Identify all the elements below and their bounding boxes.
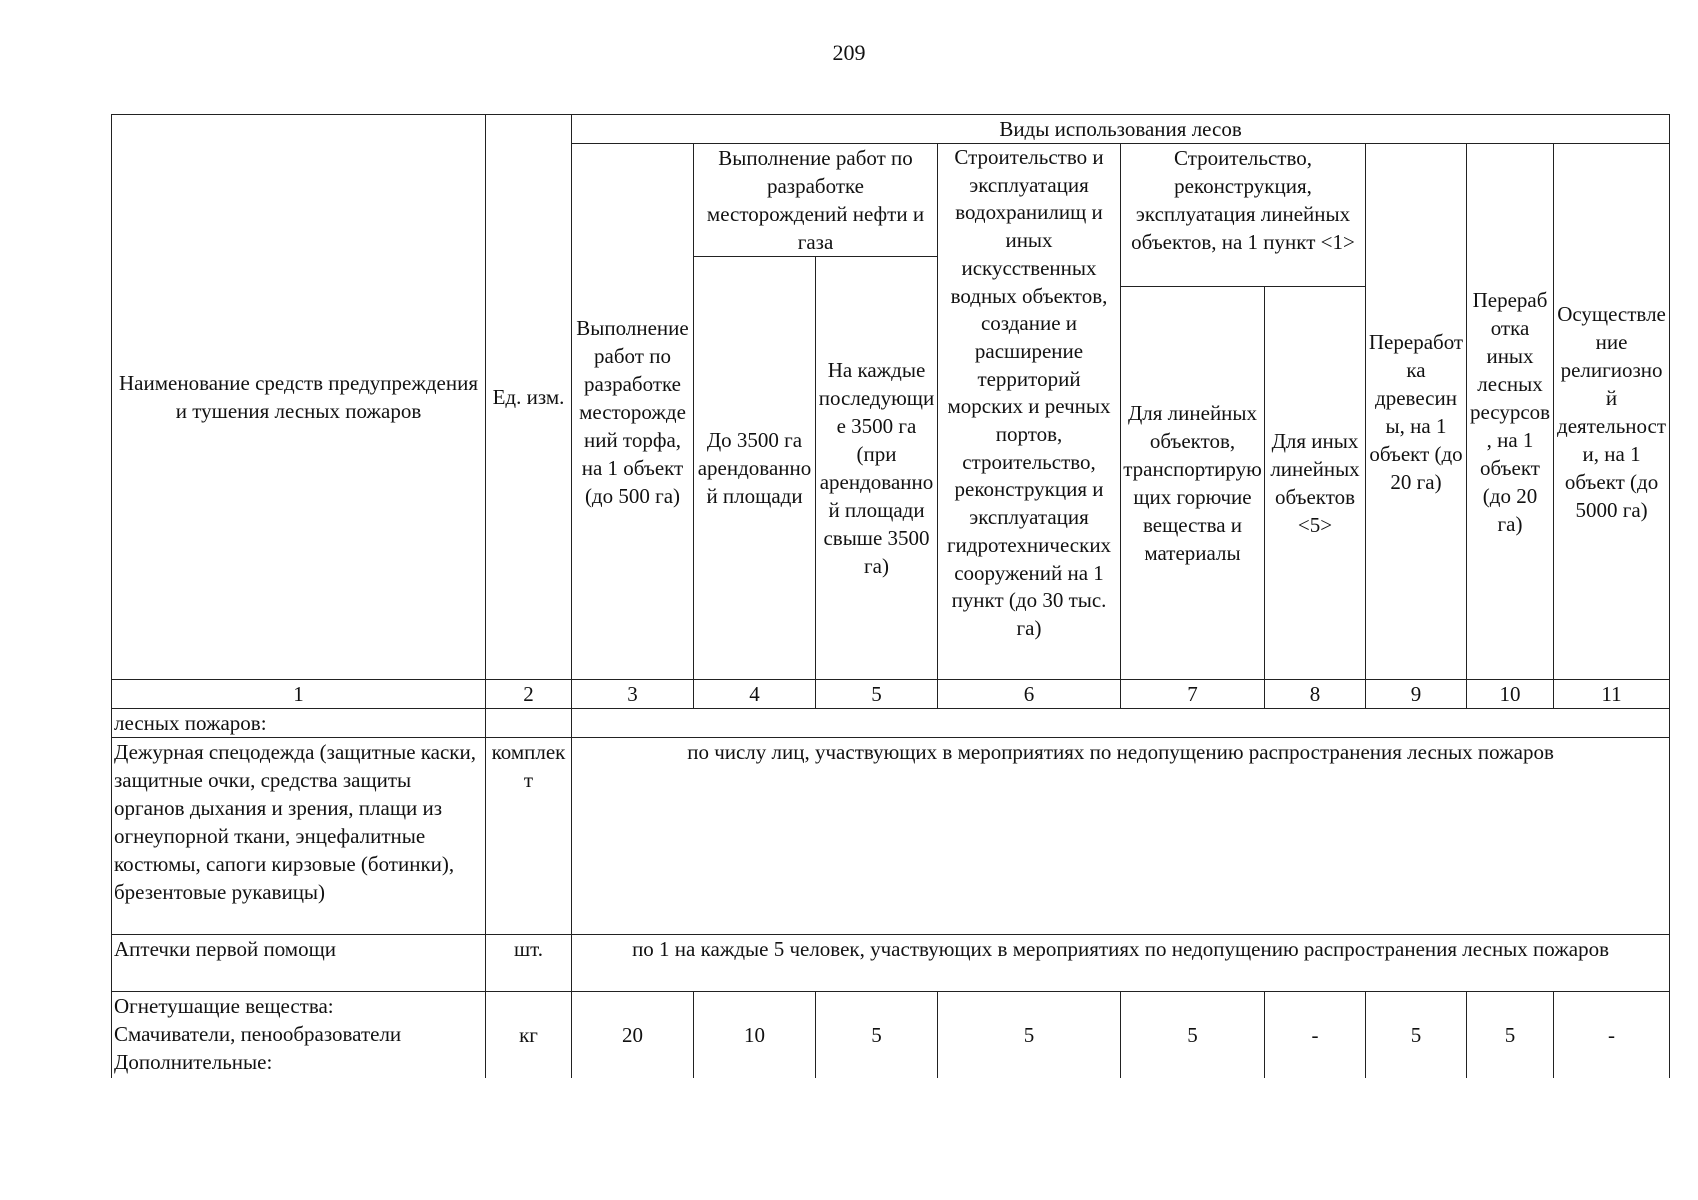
fire-equipment-norms-table <box>111 114 1670 1078</box>
value-cell: 5 <box>1366 992 1467 1078</box>
column-number: 6 <box>938 680 1121 709</box>
header-religious-activity: Осуществление религиозной деятельности, на 1 объект (до 5000 га) <box>1554 144 1670 680</box>
row-label-fires: лесных пожаров: <box>112 709 486 738</box>
column-number: 8 <box>1265 680 1366 709</box>
header-oil-gas-group: Выполнение работ по разработке месторождений нефти и газа <box>694 144 938 257</box>
value-cell: 5 <box>1467 992 1554 1078</box>
header-oil-upto-3500: До 3500 га арендованной площади <box>694 257 816 680</box>
extinguishing-heading: Огнетушащие вещества: <box>114 994 334 1018</box>
row-norm-first-aid-kits: по 1 на каждые 5 человек, участвующих в мероприятиях по недопущению распространения лесных пожаров <box>572 935 1670 992</box>
column-number-row <box>112 680 1670 709</box>
header-linear-flammable: Для линейных объектов, транспортирующих горючие вещества и материалы <box>1121 287 1265 680</box>
table-row <box>112 709 1670 738</box>
column-number: 7 <box>1121 680 1265 709</box>
value-cell: 5 <box>938 992 1121 1078</box>
table-row <box>112 935 1670 992</box>
empty-cell <box>572 709 1670 738</box>
header-peat-extraction: Выполнение работ по разработке месторождений торфа, на 1 объект (до 500 га) <box>572 144 694 680</box>
header-other-forest-resources: Переработка иных лесных ресурсов, на 1 объект (до 20 га) <box>1467 144 1554 680</box>
extinguishing-additional: Дополнительные: <box>114 1050 273 1074</box>
page-number: 209 <box>832 40 866 65</box>
extinguishing-wetting-agents: Смачиватели, пенообразователи <box>114 1022 402 1046</box>
value-cell: 5 <box>1121 992 1265 1078</box>
empty-cell <box>486 709 572 738</box>
header-linear-other: Для иных линейных объектов <5> <box>1265 287 1366 680</box>
row-name-extinguishing-agents <box>112 992 486 1078</box>
row-unit-pieces: шт. <box>486 935 572 992</box>
column-number: 9 <box>1366 680 1467 709</box>
row-unit-set: комплект <box>486 738 572 935</box>
column-number: 10 <box>1467 680 1554 709</box>
column-number: 2 <box>486 680 572 709</box>
column-number: 4 <box>694 680 816 709</box>
header-forest-use-types: Виды использования лесов <box>572 115 1670 144</box>
row-unit-kg: кг <box>486 992 572 1078</box>
column-number: 5 <box>816 680 938 709</box>
row-name-duty-clothing: Дежурная спецодежда (защитные каски, защитные очки, средства защиты органов дыхания и зрения, плащи из огнеупорной ткани, энцефалитные костюмы, сапоги кирзовые (ботинки), брезентовые рукавицы) <box>112 738 486 935</box>
table-row <box>112 992 1670 1078</box>
header-linear-objects-group: Строительство, реконструкция, эксплуатация линейных объектов, на 1 пункт <1> <box>1121 144 1366 287</box>
column-number: 11 <box>1554 680 1670 709</box>
row-name-first-aid-kits: Аптечки первой помощи <box>112 935 486 992</box>
header-wood-processing: Переработка древесины, на 1 объект (до 20 га) <box>1366 144 1467 680</box>
value-cell: 10 <box>694 992 816 1078</box>
header-reservoirs-ports: Строительство и эксплуатация водохранилищ и иных искусственных водных объектов, создание и расширение территорий морских и речных портов, строительство, реконструкция и эксплуатация гидротехнических сооружений на 1 пункт (до 30 тыс. га) <box>938 144 1121 680</box>
row-norm-duty-clothing: по числу лиц, участвующих в мероприятиях по недопущению распространения лесных пожаров <box>572 738 1670 935</box>
value-cell: - <box>1554 992 1670 1078</box>
value-cell: 5 <box>816 992 938 1078</box>
column-number: 3 <box>572 680 694 709</box>
value-cell: 20 <box>572 992 694 1078</box>
table-row <box>112 738 1670 935</box>
header-oil-each-3500: На каждые последующие 3500 га (при арендованной площади свыше 3500 га) <box>816 257 938 680</box>
value-cell: - <box>1265 992 1366 1078</box>
header-unit-column: Ед. изм. <box>486 115 572 680</box>
header-name-column: Наименование средств предупреждения и тушения лесных пожаров <box>112 115 486 680</box>
column-number: 1 <box>112 680 486 709</box>
